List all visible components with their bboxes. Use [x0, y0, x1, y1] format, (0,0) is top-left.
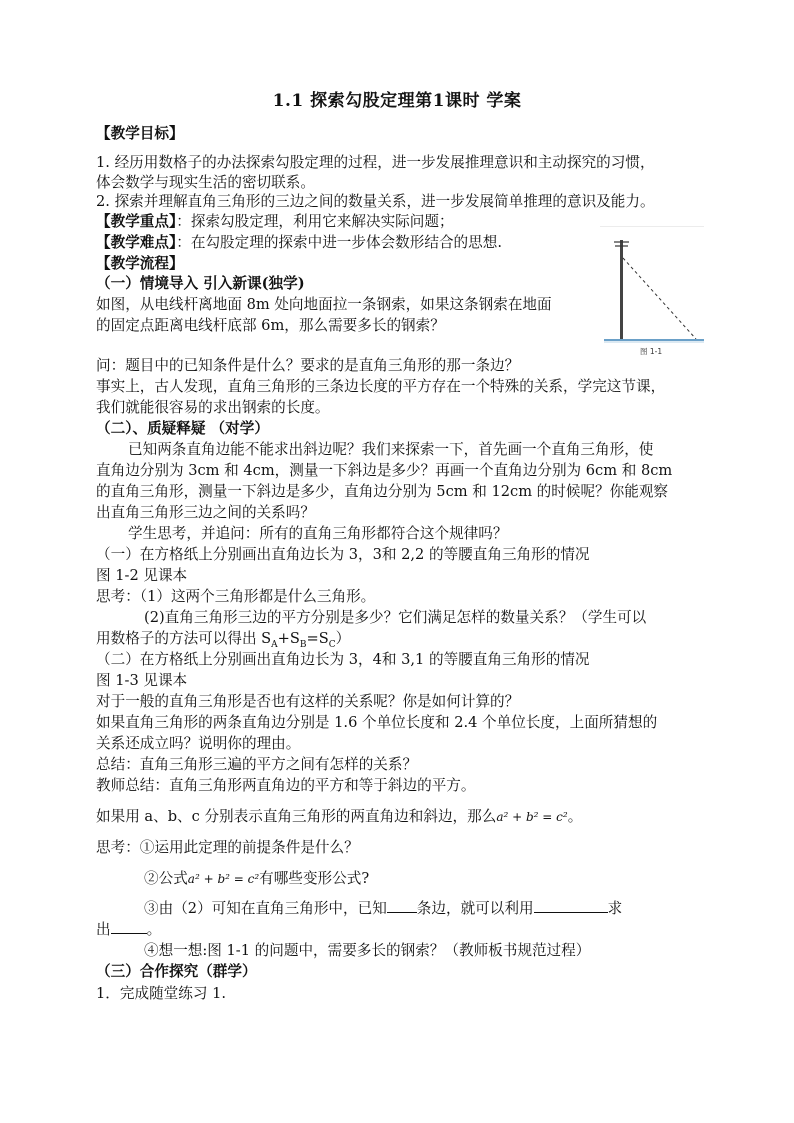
summary-line-1: 总结：直角三角形三遍的平方之间有怎样的关系？ — [96, 756, 418, 773]
section-3-line-1: 1．完成随堂练习 1. — [96, 985, 227, 1002]
part-1-line: （一）在方格纸上分别画出直角边长为 3，3和 2,2 的等腰直角三角形的情况 — [96, 546, 590, 563]
key-point — [96, 211, 454, 232]
q2-formula: a² + b² = c² — [187, 872, 260, 886]
think-3-pre: 用数格子的方法可以得出 S — [96, 630, 272, 647]
pole-figure — [600, 226, 704, 358]
theorem-line — [96, 806, 582, 828]
blank-1[interactable] — [387, 898, 417, 913]
section-2-heading: （二）、质疑释疑 （对学） — [96, 420, 269, 437]
sub-a: A — [271, 639, 278, 650]
think-question-1: 思考：①运用此定理的前提条件是什么？ — [96, 839, 359, 856]
q3-d: 出 — [96, 921, 111, 938]
section-3-heading: （三）合作探究（群学） — [96, 963, 257, 980]
pole-diagram — [600, 226, 704, 358]
objective-1-line-1: 1. 经历用数格子的办法探索勾股定理的过程，进一步发展推理意识和主动探究的习惯， — [96, 154, 655, 171]
key-point-text: ：探索勾股定理，利用它来解决实际问题； — [176, 213, 454, 230]
section-2-line-5: 学生思考，并追问：所有的直角三角形都符合这个规律吗？ — [128, 525, 508, 542]
difficulty — [96, 232, 502, 253]
section-2-line-2: 直角边分别为 3cm 和 4cm，测量一下斜边是多少？再画一个直角边分别为 6cm 和 8cm — [96, 462, 673, 479]
theorem-pre: 如果用 a、b、c 分别表示直角三角形的两直角边和斜边，那么 — [96, 808, 497, 825]
think-question-2 — [144, 868, 369, 890]
section-1-heading: （一）情境导入 引入新课(独学) — [96, 275, 305, 292]
difficulty-text: ：在勾股定理的探索中进一步体会数形结合的思想. — [176, 234, 502, 251]
q3-a: ③由（2）可知在直角三角形中，已知 — [144, 900, 387, 917]
q2-post: 有哪些变形公式? — [259, 870, 370, 887]
think-question-3-cont — [96, 919, 161, 940]
q2-pre: ②公式 — [144, 870, 188, 887]
figure-caption: 图 1-1 — [640, 347, 663, 356]
section-1-problem-line-1: 如图，从电线杆离地面 8m 处向地面拉一条钢索，如果这条钢索在地面 — [96, 296, 552, 313]
objective-2: 2. 探索并理解直角三角形的三边之间的数量关系，进一步发展简单推理的意识及能力。 — [96, 193, 655, 210]
question-line: 问：题目中的已知条件是什么？要求的是直角三角形的那一条边？ — [96, 357, 520, 374]
sub-b: B — [299, 639, 307, 650]
q3-c: 求 — [607, 900, 623, 917]
section-2-line-4: 出直角三角形三边之间的关系吗？ — [96, 504, 315, 521]
page-title: 1.1 探索勾股定理第1课时 学案 — [272, 91, 522, 111]
think-question-3 — [144, 898, 622, 919]
key-point-label: 【教学重点】 — [96, 213, 177, 230]
general-line-2: 如果直角三角形的两条直角边分别是 1.6 个单位长度和 2.4 个单位长度，上面所猜想的 — [96, 714, 658, 731]
summary-line-2: 教师总结：直角三角形两直角边的平方和等于斜边的平方。 — [96, 777, 476, 794]
blank-2[interactable] — [534, 898, 608, 913]
think-line-2: (2)直角三角形三边的平方分别是多少？它们满足怎样的数量关系？（学生可以 — [144, 609, 647, 626]
section-2-line-3: 的直角三角形，测量一下斜边是多少，直角边分别为 5cm 和 12cm 的时候呢？你能观察 — [96, 483, 669, 500]
pole — [620, 240, 623, 340]
theorem-post: 。 — [567, 808, 583, 825]
section-2-line-1: 已知两条直角边能不能求出斜边呢？我们来探索一下，首先画一个直角三角形，使 — [128, 441, 654, 458]
blank-3[interactable] — [111, 919, 147, 934]
figure-1-3-note: 图 1-3 见课本 — [96, 672, 188, 689]
objective-1-line-2: 体会数学与现实生活的密切联系。 — [96, 174, 315, 191]
flow-heading: 【教学流程】 — [96, 255, 184, 272]
think-3-post: ） — [335, 630, 351, 647]
q3-b: 条边，就可以利用 — [416, 900, 534, 917]
q3-e: 。 — [146, 921, 162, 938]
difficulty-label: 【教学难点】 — [96, 234, 177, 251]
general-line-3: 关系还成立吗？说明你的理由。 — [96, 735, 301, 752]
sub-c: C — [328, 639, 336, 650]
equals-s: =S — [306, 630, 329, 647]
figure-1-2-note: 图 1-2 见课本 — [96, 567, 188, 584]
fact-line-1: 事实上，古人发现，直角三角形的三条边长度的平方存在一个特殊的关系，学完这节课， — [96, 378, 666, 395]
part-2-line: （二）在方格纸上分别画出直角边长为 3，4和 3,1 的等腰直角三角形的情况 — [96, 651, 590, 668]
section-1-problem-line-2: 的固定点距离电线杆底部 6m，那么需要多长的钢索？ — [96, 317, 445, 334]
fact-line-2: 我们就能很容易的求出钢索的长度。 — [96, 399, 330, 416]
think-line-1: 思考：（1）这两个三角形都是什么三角形。 — [96, 588, 376, 605]
objectives-heading: 【教学目标】 — [96, 125, 184, 142]
theorem-formula: a² + b² = c² — [496, 810, 568, 824]
general-line-1: 对于一般的直角三角形是否也有这样的关系呢？你是如何计算的？ — [96, 693, 520, 710]
guy-wire — [623, 258, 696, 339]
plus-s: +S — [277, 630, 300, 647]
think-question-4: ④想一想:图 1-1 的问题中，需要多长的钢索？（教师板书规范过程） — [144, 942, 591, 959]
